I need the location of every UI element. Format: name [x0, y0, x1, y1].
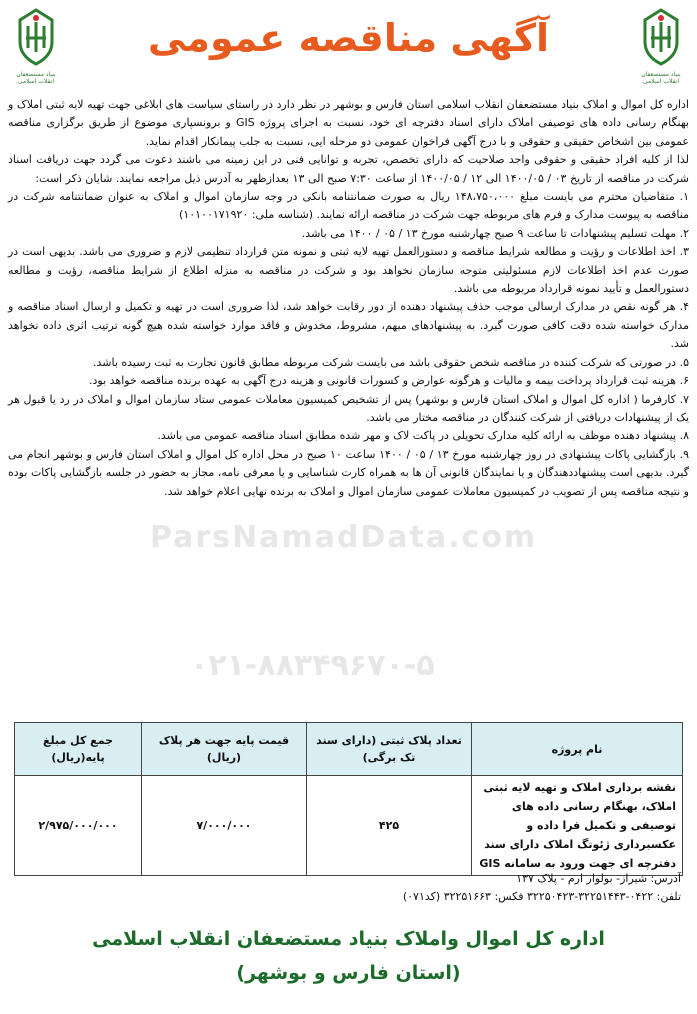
contact-info	[16, 870, 681, 906]
condition-item: ۸. پیشنهاد دهنده موظف به ارائه کلیه مدارک تحویلی در پاکت لاک و مهر شده مطابق اسناد مناقصه عمومی می باشد.	[157, 429, 689, 443]
column-header-unit-price: قیمت پایه جهت هر پلاک (ریال)	[142, 723, 307, 776]
page-title: آگهی مناقصه عمومی	[147, 16, 550, 60]
phone-line: تلفن: ۰۴۲۲-۳۲۲۵۱۴۴۳-۳۲۲۵۰۴۲۳ فکس: ۳۲۲۵۱۶۶۳ (کد۰۷۱)	[402, 890, 681, 903]
cell-unit-price: ۷/۰۰۰/۰۰۰	[142, 776, 307, 876]
logo-caption: بنیاد مستضعفان انقلاب اسلامی	[641, 71, 681, 85]
logo-caption: بنیاد مستضعفان انقلاب اسلامی	[16, 71, 56, 85]
column-header-project-name: نام پروژه	[472, 723, 683, 776]
condition-item: ۶. هزینه ثبت قرارداد پرداخت بیمه و مالیات و هرگونه عوارض و کسورات قانونی و هزینه درج آگهی به عهده برنده مناقصه خواهد بود.	[89, 374, 689, 388]
emblem-icon	[12, 8, 60, 66]
condition-item: ۷. کارفرما ( اداره کل اموال و املاک استان فارس و بوشهر) پس از تشخیص کمیسیون معاملات عمومی ستاد سازمان اموال و املاک در رد یا قبول هر یک از پیشنهادات دریافتی از شرکت کنندگان در مناقصه مختار می باشد.	[8, 392, 689, 424]
notice-body	[8, 96, 689, 501]
condition-item: ۲. مهلت تسلیم پیشنهادات تا ساعت ۹ صبح چهارشنبه مورخ ۱۳ / ۰۵ / ۱۴۰۰ می باشد.	[301, 226, 689, 240]
conditions-list	[8, 188, 689, 501]
table-header-row	[15, 723, 683, 776]
condition-item: ۳. اخذ اطلاعات و رؤیت و مطالعه شرایط مناقصه و دستورالعمل تهیه لایه ثبتی و نمونه متن قرارداد تنظیمی لازم و ضروری می باشد. بدیهی است در صورت عدم اخذ اطلاعات لازم مسئولیتی متوجه سازمان نخواهد بود و شرکت در مناقصه به منزله اطلاع از شرایط مناقصه، رؤیت و مطالعه دستورالعمل و تأیید نمونه قرارداد مربوطه می باشد.	[8, 245, 689, 296]
table-row	[15, 776, 683, 876]
cell-plate-count: ۴۲۵	[307, 776, 472, 876]
emblem-icon	[637, 8, 685, 66]
condition-item: ۱. متقاضیان محترم می بایست مبلغ ۱۴۸،۷۵۰،۰۰۰ ریال به صورت ضمانتنامه بانکی در وجه سازمان اموال و املاک به عنوان ضمانتنامه شرکت در مناقصه به پیوست مدارک و فرم های مربوطه جهت شرکت در مناقصه ارائه نمایند. (شناسه ملی: ۱۰۱۰۰۱۷۱۹۲۰)	[8, 190, 689, 222]
organization-logo-right	[637, 8, 685, 85]
intro-paragraph: لذا از کلیه افراد حقیقی و حقوقی واجد صلاحیت که دارای تخصص، تجربه و توانایی فنی در این زمینه می باشند دعوت می گردد جهت دریافت اسناد شرکت در مناقصه از تاریخ ۰۳ / ۱۴۰۰/۰۵ الی ۱۲ / ۱۴۰۰/۰۵ از ساعت ۷:۳۰ صبح الی ۱۳ بعدازظهر به آدرس ذیل مراجعه نمایند. شایان ذکر است:	[8, 153, 689, 185]
column-header-total: جمع کل مبلغ پایه(ریال)	[15, 723, 142, 776]
project-table	[14, 722, 683, 876]
condition-item: ۵. در صورتی که شرکت کننده در مناقصه شخص حقوقی باشد می بایست شرکت مربوطه مطابق قانون تجارت به ثبت رسیده باشد.	[92, 355, 689, 369]
intro-paragraph: اداره کل اموال و املاک بنیاد مستضعفان انقلاب اسلامی استان فارس و بوشهر در نظر دارد در راستای سیاست های ابلاغی جهت تهیه لایه ثبتی املاک و بهنگام رسانی داده های توصیفی املاک دارای اسناد دفترچه ای خود، نسبت به اجرای پروژه GIS و برونسپاری موضوع از طریق برگزاری مناقصه عمومی بین اشخاص حقیقی و حقوقی و با درج آگهی فراخوان عمومی دو مرحله ایی، نسبت به جلب پیمانکار اقدام نماید.	[8, 98, 689, 148]
issuer-name: اداره کل اموال واملاک بنیاد مستضعفان انقلاب اسلامی	[92, 928, 605, 950]
issuer-signature	[0, 922, 697, 990]
column-header-plate-count: تعداد پلاک ثبتی (دارای سند تک برگی)	[307, 723, 472, 776]
watermark-phone: ۰۲۱-۸۸۳۴۹۶۷۰-۵	[190, 648, 435, 683]
condition-item: ۹. بازگشایی پاکات پیشنهادی در روز چهارشنبه مورخ ۱۳ / ۰۵ / ۱۴۰۰ ساعت ۱۰ صبح در محل اداره کل اموال و املاک استان فارس و بوشهر انجام می گیرد. بدیهی است پیشنهاددهندگان و یا نمایندگان قانونی آن ها به همراه کارت شناسایی و یا معرفی نامه، مجاز به حضور در جلسه بازگشایی پاکات بوده و نتیجه مناقصه پس از تصویب در کمیسیون معاملات عمومی سازمان اموال و املاک به برنده نهایی اعلام خواهد شد.	[8, 447, 689, 498]
issuer-region: (استان فارس و بوشهر)	[236, 962, 461, 984]
address-line: آدرس: شیراز- بولوار ارم - پلاک ۱۳۷	[516, 872, 681, 885]
cell-project-name: نقشه برداری املاک و تهیه لایه ثبتی املاک، بهنگام رسانی داده های توصیفی و تکمیل فرا داده و عکسبرداری ژئوتگ املاک دارای سند دفترچه ای جهت ورود به سامانه GIS	[472, 776, 683, 876]
watermark-site: ParsNamadData.com	[150, 520, 538, 555]
organization-logo-left	[12, 8, 60, 85]
condition-item: ۴. هر گونه نقص در مدارک ارسالی موجب حذف پیشنهاد دهنده از دور رقابت خواهد شد، لذا ضروری است در تهیه و تکمیل و ارسال اسناد مناقصه و مدارک خواسته شده دقت کافی صورت گیرد. به پیشنهادهای مبهم، مشروط، مخدوش و فاقد موارد خواسته شده هیچ گونه ترتیب اثری داده نخواهد شد.	[8, 300, 689, 351]
cell-total: ۲/۹۷۵/۰۰۰/۰۰۰	[15, 776, 142, 876]
